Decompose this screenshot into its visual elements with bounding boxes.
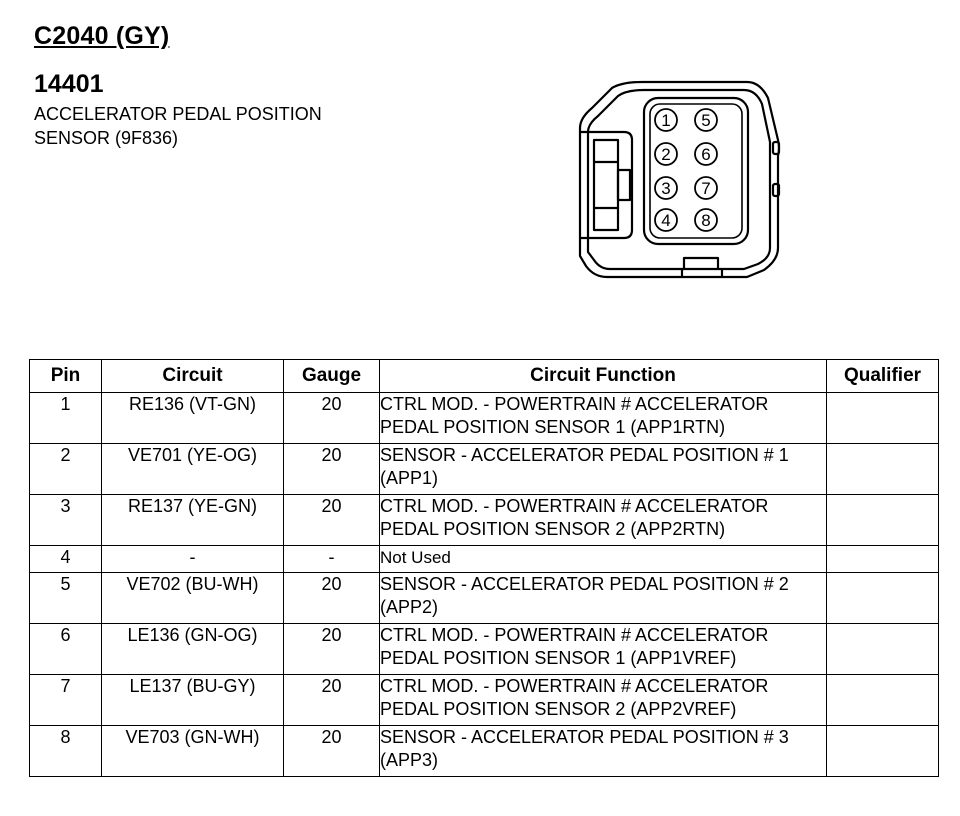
qualifier-cell — [827, 546, 939, 573]
pin-cell: 8 — [30, 726, 102, 777]
table-row — [30, 444, 939, 495]
circuit-cell: LE137 (BU-GY) — [102, 675, 284, 726]
gauge-cell: 20 — [284, 495, 380, 546]
part-description — [34, 102, 394, 150]
gauge-cell: 20 — [284, 726, 380, 777]
function-line: (APP3) — [380, 750, 439, 770]
table-row — [30, 573, 939, 624]
function-line: Not Used — [380, 548, 451, 567]
pin-label: 6 — [701, 145, 711, 164]
function-line: CTRL MOD. - POWERTRAIN # ACCELERATOR — [380, 625, 769, 645]
circuit-cell: VE701 (YE-OG) — [102, 444, 284, 495]
qualifier-cell — [827, 675, 939, 726]
part-description-line: ACCELERATOR PEDAL POSITION — [34, 104, 322, 124]
function-cell — [380, 624, 827, 675]
column-header-pin: Pin — [30, 360, 102, 393]
table-row — [30, 393, 939, 444]
pin-label: 5 — [701, 111, 711, 130]
connector-housing-outline — [580, 82, 779, 277]
circuit-cell: VE703 (GN-WH) — [102, 726, 284, 777]
gauge-cell: - — [284, 546, 380, 573]
function-line: CTRL MOD. - POWERTRAIN # ACCELERATOR — [380, 394, 769, 414]
function-line: SENSOR - ACCELERATOR PEDAL POSITION # 3 — [380, 727, 789, 747]
circuit-cell: - — [102, 546, 284, 573]
table-row — [30, 726, 939, 777]
function-line: PEDAL POSITION SENSOR 2 (APP2RTN) — [380, 519, 726, 539]
part-description-line: SENSOR (9F836) — [34, 128, 179, 148]
qualifier-cell — [827, 444, 939, 495]
pin-label: 8 — [701, 211, 711, 230]
column-header-qualifier: Qualifier — [827, 360, 939, 393]
circuit-cell: LE136 (GN-OG) — [102, 624, 284, 675]
pin-cell: 4 — [30, 546, 102, 573]
circuit-cell: VE702 (BU-WH) — [102, 573, 284, 624]
qualifier-cell — [827, 393, 939, 444]
gauge-cell: 20 — [284, 675, 380, 726]
function-line: SENSOR - ACCELERATOR PEDAL POSITION # 1 — [380, 445, 789, 465]
function-cell — [380, 444, 827, 495]
function-cell — [380, 393, 827, 444]
function-line: SENSOR - ACCELERATOR PEDAL POSITION # 2 — [380, 574, 789, 594]
function-cell — [380, 675, 827, 726]
pin-cell: 5 — [30, 573, 102, 624]
connector-id: C2040 (GY) — [34, 22, 170, 50]
function-line: CTRL MOD. - POWERTRAIN # ACCELERATOR — [380, 496, 769, 516]
circuit-cell: RE137 (YE-GN) — [102, 495, 284, 546]
pin-label: 7 — [701, 179, 711, 198]
function-cell — [380, 546, 827, 573]
gauge-cell: 20 — [284, 624, 380, 675]
gauge-cell: 20 — [284, 573, 380, 624]
pinout-table — [29, 359, 939, 777]
pin-cell: 6 — [30, 624, 102, 675]
pin-cell: 2 — [30, 444, 102, 495]
function-line: (APP2) — [380, 597, 439, 617]
function-cell — [380, 573, 827, 624]
qualifier-cell — [827, 726, 939, 777]
pin-label: 3 — [661, 179, 671, 198]
connector-face-diagram — [572, 70, 792, 285]
gauge-cell: 20 — [284, 393, 380, 444]
table-row — [30, 495, 939, 546]
column-header-gauge: Gauge — [284, 360, 380, 393]
column-header-function: Circuit Function — [380, 360, 827, 393]
function-line: (APP1) — [380, 468, 439, 488]
circuit-cell: RE136 (VT-GN) — [102, 393, 284, 444]
table-row — [30, 624, 939, 675]
gauge-cell: 20 — [284, 444, 380, 495]
function-cell — [380, 495, 827, 546]
column-header-circuit: Circuit — [102, 360, 284, 393]
function-line: CTRL MOD. - POWERTRAIN # ACCELERATOR — [380, 676, 769, 696]
pin-label: 4 — [661, 211, 671, 230]
qualifier-cell — [827, 573, 939, 624]
qualifier-cell — [827, 495, 939, 546]
part-number: 14401 — [34, 70, 104, 98]
qualifier-cell — [827, 624, 939, 675]
function-line: PEDAL POSITION SENSOR 1 (APP1RTN) — [380, 417, 726, 437]
pin-cell: 3 — [30, 495, 102, 546]
pin-cell: 1 — [30, 393, 102, 444]
function-cell — [380, 726, 827, 777]
pin-label: 1 — [661, 111, 671, 130]
function-line: PEDAL POSITION SENSOR 1 (APP1VREF) — [380, 648, 737, 668]
function-line: PEDAL POSITION SENSOR 2 (APP2VREF) — [380, 699, 737, 719]
table-header-row — [30, 360, 939, 393]
pin-label: 2 — [661, 145, 671, 164]
pin-cell: 7 — [30, 675, 102, 726]
table-row — [30, 675, 939, 726]
table-row — [30, 546, 939, 573]
